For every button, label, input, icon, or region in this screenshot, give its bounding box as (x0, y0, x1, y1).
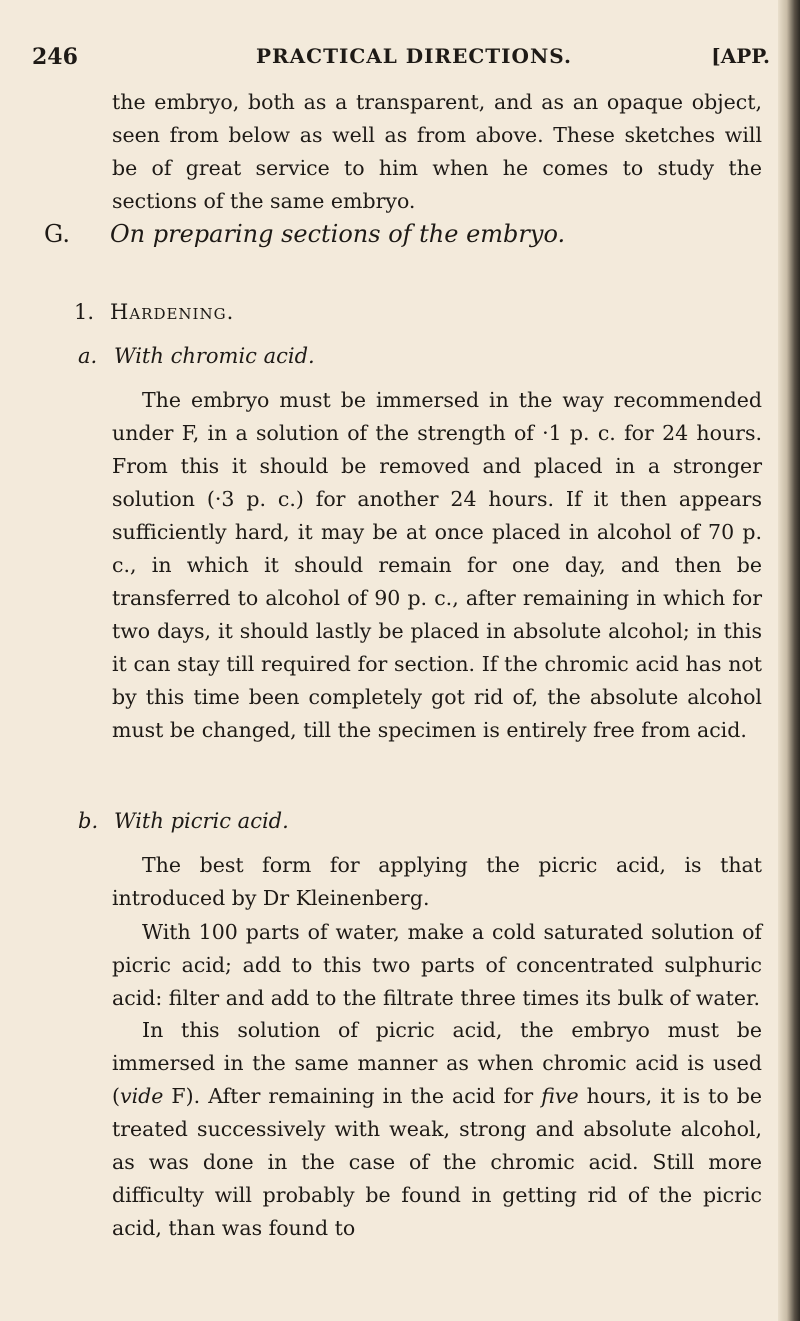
section-g-title: On preparing sections of the embryo. (110, 220, 566, 248)
hardening-title: Hardening. (110, 300, 235, 324)
picric-p3-vide: vide (120, 1084, 164, 1108)
intro-paragraph: the embryo, both as a transparent, and as an opaque object, seen from below as well as from above. These sketches will be of great service to him when he comes to study the sections of the same embryo. (112, 90, 762, 213)
subsection-a-title: With chromic acid. (114, 344, 315, 368)
page-number: 246 (32, 44, 78, 70)
picric-paragraph-3 (112, 1014, 762, 1245)
subsection-a-letter: a. (78, 344, 98, 368)
hardening-number: 1. (74, 300, 95, 324)
section-g-letter: G. (44, 220, 70, 248)
section-g-heading (44, 220, 764, 260)
picric-p3-mid: F). After remaining in the acid for (163, 1084, 542, 1108)
subsection-b-letter: b. (78, 809, 99, 833)
picric-p3-end: hours, it is to be treated successively with weak, strong and absolute alcohol, as was done in the case of the chromic acid. Still more difficulty will probably be found in getting rid of the picric acid, than was found to (112, 1084, 762, 1240)
book-spine-shadow (778, 0, 800, 1321)
picric-p3-five: five (541, 1084, 579, 1108)
picric-p3-start: In this solution of picric acid, the embryo must be immersed in the same manner as when chromic acid is used ( (112, 1018, 762, 1108)
section-tag: [APP. (711, 44, 770, 68)
page-header (32, 44, 770, 78)
subsection-b-title: With picric acid. (114, 809, 289, 833)
picric-paragraph-1: The best form for applying the picric acid, is that introduced by Dr Kleinenberg. (112, 853, 762, 910)
running-title: PRACTICAL DIRECTIONS. (256, 44, 572, 68)
picric-paragraph-2: With 100 parts of water, make a cold saturated solution of picric acid; add to this two parts of concentrated sulphuric acid: filter and add to the filtrate three times its bulk of water. (112, 920, 762, 1010)
chromic-acid-paragraph: The embryo must be immersed in the way recommended under F, in a solution of the strength of ·1 p. c. for 24 hours. From this it should be removed and placed in a stronger solution (·3 p. c.) for another 24 hours. If it then appears sufficiently hard, it may be at once placed in alcohol of 70 p. c., in which it should remain for one day, and then be transferred to alcohol of 90 p. c., after remaining in which for two days, it should lastly be placed in absolute alcohol; in this it can stay till required for section. If the chromic acid has not by this time been completely got rid of, the absolute alcohol must be changed, till the specimen is entirely free from acid. (112, 388, 762, 742)
